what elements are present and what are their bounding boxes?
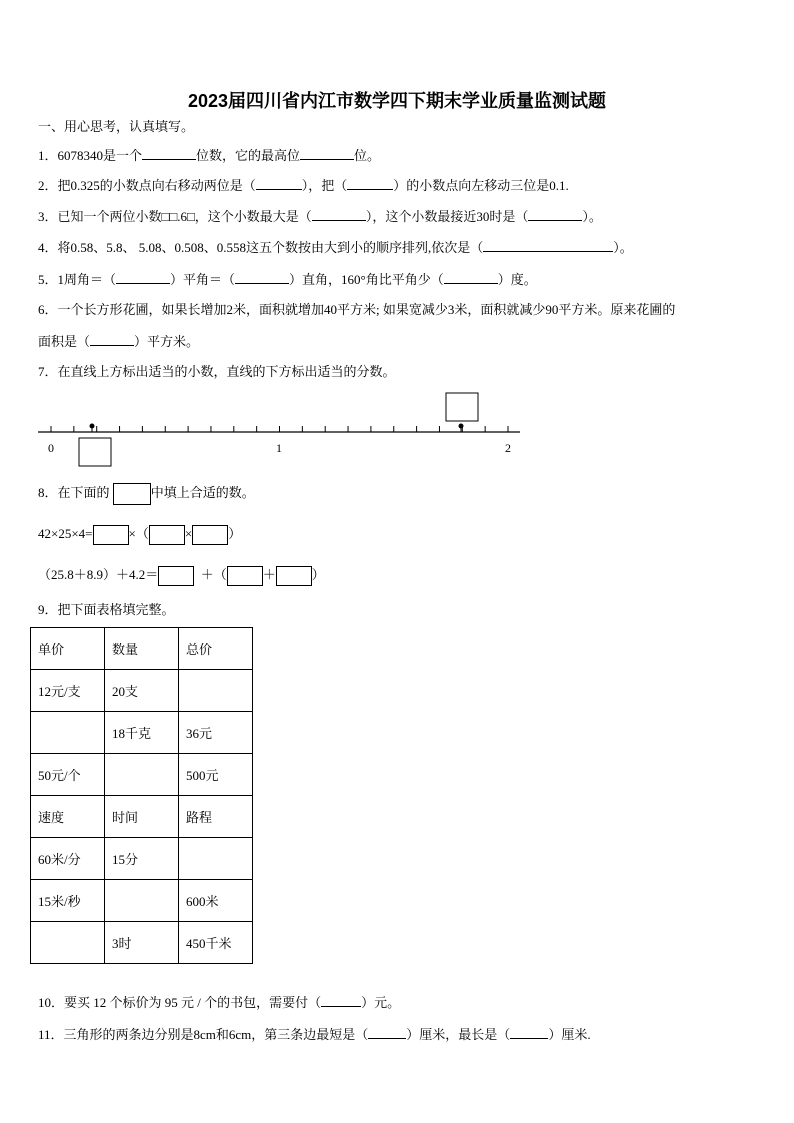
question-8 (38, 483, 255, 505)
number-line-ticks (51, 426, 508, 432)
section-heading: 一、用心思考，认真填写。 (38, 119, 195, 134)
q11-text-b: ）厘米，最长是（ (406, 1027, 511, 1042)
question-5 (38, 271, 537, 288)
q4-text-a: 4．将0.58、5.8、 5.08、0.508、0.558这五个数按由大到小的顺序排列,依次是（ (38, 240, 484, 255)
marker-dot-1 (90, 424, 95, 429)
q8-eq1-box-3[interactable] (192, 525, 228, 545)
question-7: 7．在直线上方标出适当的小数，直线的下方标出适当的分数。 (38, 364, 396, 379)
page-title: 2023届四川省内江市数学四下期末学业质量监测试题 (187, 91, 607, 111)
question-9: 9．把下面表格填完整。 (38, 602, 175, 617)
answer-box-above-line[interactable] (446, 393, 478, 421)
q8-text-b: 中填上合适的数。 (150, 484, 255, 500)
table-row (31, 922, 253, 964)
q8-equation-1 (38, 525, 241, 545)
q1-text-a: 1．6078340是一个 (38, 148, 143, 163)
q5-text-c: ）直角，160°角比平角少（ (289, 272, 444, 287)
q5-text-b: ）平角＝（ (170, 272, 236, 287)
question-6-line-1: 6．一个长方形花圃，如果长增加2米，面积就增加40平方米; 如果宽减少3米，面积就减少90平方米。原来花圃的 (38, 302, 676, 317)
table-cell-empty[interactable] (105, 880, 179, 922)
table-cell: 600米 (179, 880, 253, 922)
table-cell: 60米/分 (31, 838, 105, 880)
q2-answer-blank-1[interactable] (256, 177, 302, 190)
table-header-cell: 速度 (31, 796, 105, 838)
q8-eq2-box-2[interactable] (227, 566, 263, 586)
q2-answer-blank-2[interactable] (347, 177, 393, 190)
table-cell-empty[interactable] (31, 922, 105, 964)
table-row (31, 754, 253, 796)
q3-text-a: 3．已知一个两位小数□□.6□，这个小数最大是（ (38, 209, 312, 224)
number-line-label-2: 2 (505, 441, 511, 455)
q5-answer-blank-2[interactable] (235, 271, 289, 284)
table-cell: 500元 (179, 754, 253, 796)
q8-eq2-text-b: ＋（ (200, 566, 227, 582)
q2-text-c: ）的小数点向左移动三位是0.1. (393, 178, 569, 193)
q6-text-a: 面积是（ (38, 334, 91, 349)
table-cell-empty[interactable] (105, 754, 179, 796)
q8-text-a: 8．在下面的 (38, 484, 110, 500)
table-row (31, 838, 253, 880)
q6-answer-blank[interactable] (90, 333, 134, 346)
q11-answer-blank-2[interactable] (510, 1026, 548, 1039)
q2-text-a: 2．把0.325的小数点向右移动两位是（ (38, 178, 256, 193)
q1-text-b: 位数，它的最高位 (196, 148, 301, 163)
q8-eq2-text-a: （25.8＋8.9）＋4.2＝ (38, 566, 159, 582)
q5-text-d: ）度。 (497, 272, 537, 287)
q3-answer-blank-2[interactable] (528, 208, 582, 221)
q8-eq1-text-a: 42×25×4= (38, 525, 93, 541)
question-6-line-2 (38, 333, 199, 350)
answer-box-below-line[interactable] (79, 438, 111, 466)
table-header-cell: 单价 (31, 628, 105, 670)
table-cell: 15米/秒 (31, 880, 105, 922)
q5-answer-blank-3[interactable] (444, 271, 498, 284)
table-cell-empty[interactable] (179, 670, 253, 712)
q10-answer-blank[interactable] (321, 994, 361, 1007)
table-cell: 20支 (105, 670, 179, 712)
number-line (0, 388, 794, 470)
q8-eq2-box-3[interactable] (276, 566, 312, 586)
q5-text-a: 5．1周角＝（ (38, 272, 117, 287)
q1-text-c: 位。 (354, 148, 381, 163)
table-cell: 15分 (105, 838, 179, 880)
q6-text-b: ）平方米。 (134, 334, 200, 349)
table-header-cell: 时间 (105, 796, 179, 838)
marker-dot-2 (459, 424, 464, 429)
table-row (31, 628, 253, 670)
question-2 (38, 177, 569, 194)
q8-eq1-text-d: ） (228, 525, 242, 541)
question-3 (38, 208, 602, 225)
question-1 (38, 147, 380, 164)
q8-eq1-box-2[interactable] (149, 525, 185, 545)
q5-answer-blank-1[interactable] (116, 271, 170, 284)
q2-text-b: ），把（ (301, 178, 348, 193)
q11-answer-blank-1[interactable] (368, 1026, 406, 1039)
q4-text-b: ）。 (613, 240, 633, 255)
table-header-cell: 路程 (179, 796, 253, 838)
q11-text-a: 11．三角形的两条边分别是8cm和6cm，第三条边最短是（ (38, 1027, 369, 1042)
table-header-cell: 数量 (105, 628, 179, 670)
q8-eq1-box-1[interactable] (93, 525, 129, 545)
table-cell: 450千米 (179, 922, 253, 964)
q3-text-c: ）。 (582, 209, 602, 224)
number-line-label-0: 0 (48, 441, 54, 455)
q8-equation-2 (38, 566, 325, 586)
question-11 (38, 1026, 591, 1043)
question-10 (38, 994, 400, 1011)
fill-in-table (30, 627, 253, 964)
q8-eq2-text-c: ＋ (262, 566, 276, 582)
table-cell: 50元/个 (31, 754, 105, 796)
q4-answer-blank[interactable] (483, 239, 613, 252)
q3-text-b: ），这个小数最接近30时是（ (365, 209, 529, 224)
table-header-cell: 总价 (179, 628, 253, 670)
q8-eq1-text-b: ×（ (128, 525, 149, 541)
q11-text-c: ）厘米. (548, 1027, 591, 1042)
number-line-label-1: 1 (276, 441, 282, 455)
table-row (31, 712, 253, 754)
table-cell-empty[interactable] (31, 712, 105, 754)
table-row (31, 796, 253, 838)
table-cell: 12元/支 (31, 670, 105, 712)
q3-answer-blank-1[interactable] (312, 208, 366, 221)
question-4 (38, 239, 633, 256)
table-cell: 18千克 (105, 712, 179, 754)
q10-text-a: 10．要买 12 个标价为 95 元 / 个的书包，需要付（ (38, 995, 322, 1010)
q1-answer-blank-2[interactable] (300, 147, 354, 160)
table-row (31, 880, 253, 922)
table-row (31, 670, 253, 712)
table-cell: 3时 (105, 922, 179, 964)
q8-eq2-text-d: ） (311, 566, 325, 582)
table-cell-empty[interactable] (179, 838, 253, 880)
q8-example-box (113, 483, 151, 505)
q10-text-b: ）元。 (361, 995, 401, 1010)
table-cell: 36元 (179, 712, 253, 754)
q8-eq2-box-1[interactable] (158, 566, 194, 586)
q1-answer-blank-1[interactable] (142, 147, 196, 160)
q8-eq1-text-c: × (184, 525, 193, 541)
